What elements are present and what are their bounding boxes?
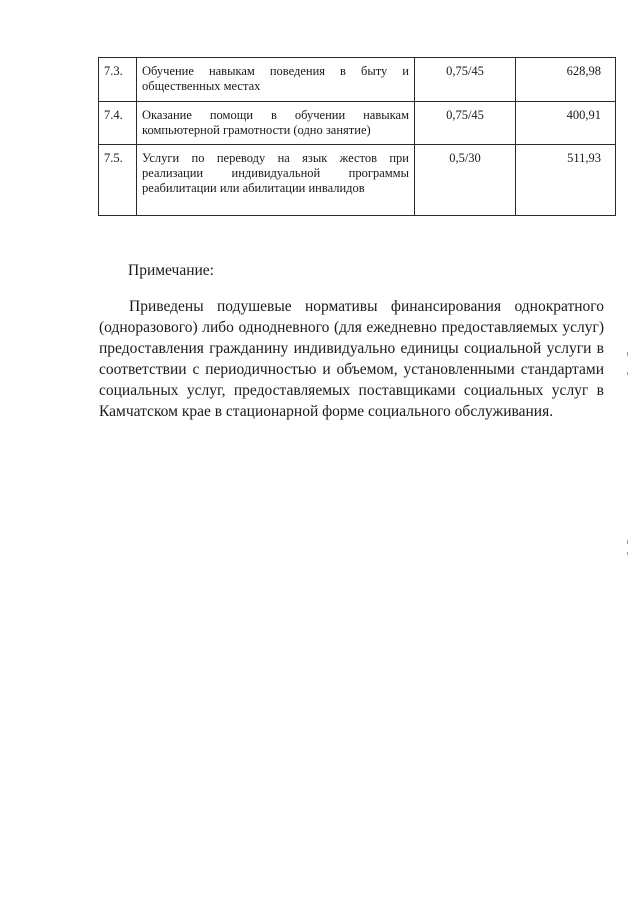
table-row xyxy=(99,145,616,216)
service-cost: 511,93 xyxy=(516,145,616,216)
service-name: Услуги по переводу на язык жестов при реализации индивидуальной программы реабилитации или абилитации инвалидов xyxy=(137,145,415,216)
service-name: Обучение навыкам поведения в быту и общественных местах xyxy=(137,58,415,102)
service-cost: 400,91 xyxy=(516,102,616,145)
note-text: Приведены подушевые нормативы финансирования однократного (одноразового) либо однодневного (для ежедневно предоставляемых услуг) предоставления гражданину индивидуально единицы социальной услуги в соответствии с периодичностью и объемом, установленными стандартами социальных услуг, предоставляемых поставщиками социальных услуг в Камчатском крае в стационарной форме социального обслуживания. xyxy=(99,298,604,420)
row-number: 7.4. xyxy=(99,102,137,145)
service-name: Оказание помощи в обучении навыкам компьютерной грамотности (одно занятие) xyxy=(137,102,415,145)
service-norm: 0,75/45 xyxy=(415,58,516,102)
row-number: 7.3. xyxy=(99,58,137,102)
services-table xyxy=(98,57,616,216)
table-row xyxy=(99,58,616,102)
note-title: Примечание: xyxy=(128,262,214,279)
scan-speck xyxy=(627,552,628,555)
scan-speck xyxy=(627,352,628,356)
table-row xyxy=(99,102,616,145)
row-number: 7.5. xyxy=(99,145,137,216)
service-cost: 628,98 xyxy=(516,58,616,102)
scan-speck xyxy=(627,372,628,375)
service-norm: 0,75/45 xyxy=(415,102,516,145)
service-norm: 0,5/30 xyxy=(415,145,516,216)
scan-speck xyxy=(627,540,628,544)
